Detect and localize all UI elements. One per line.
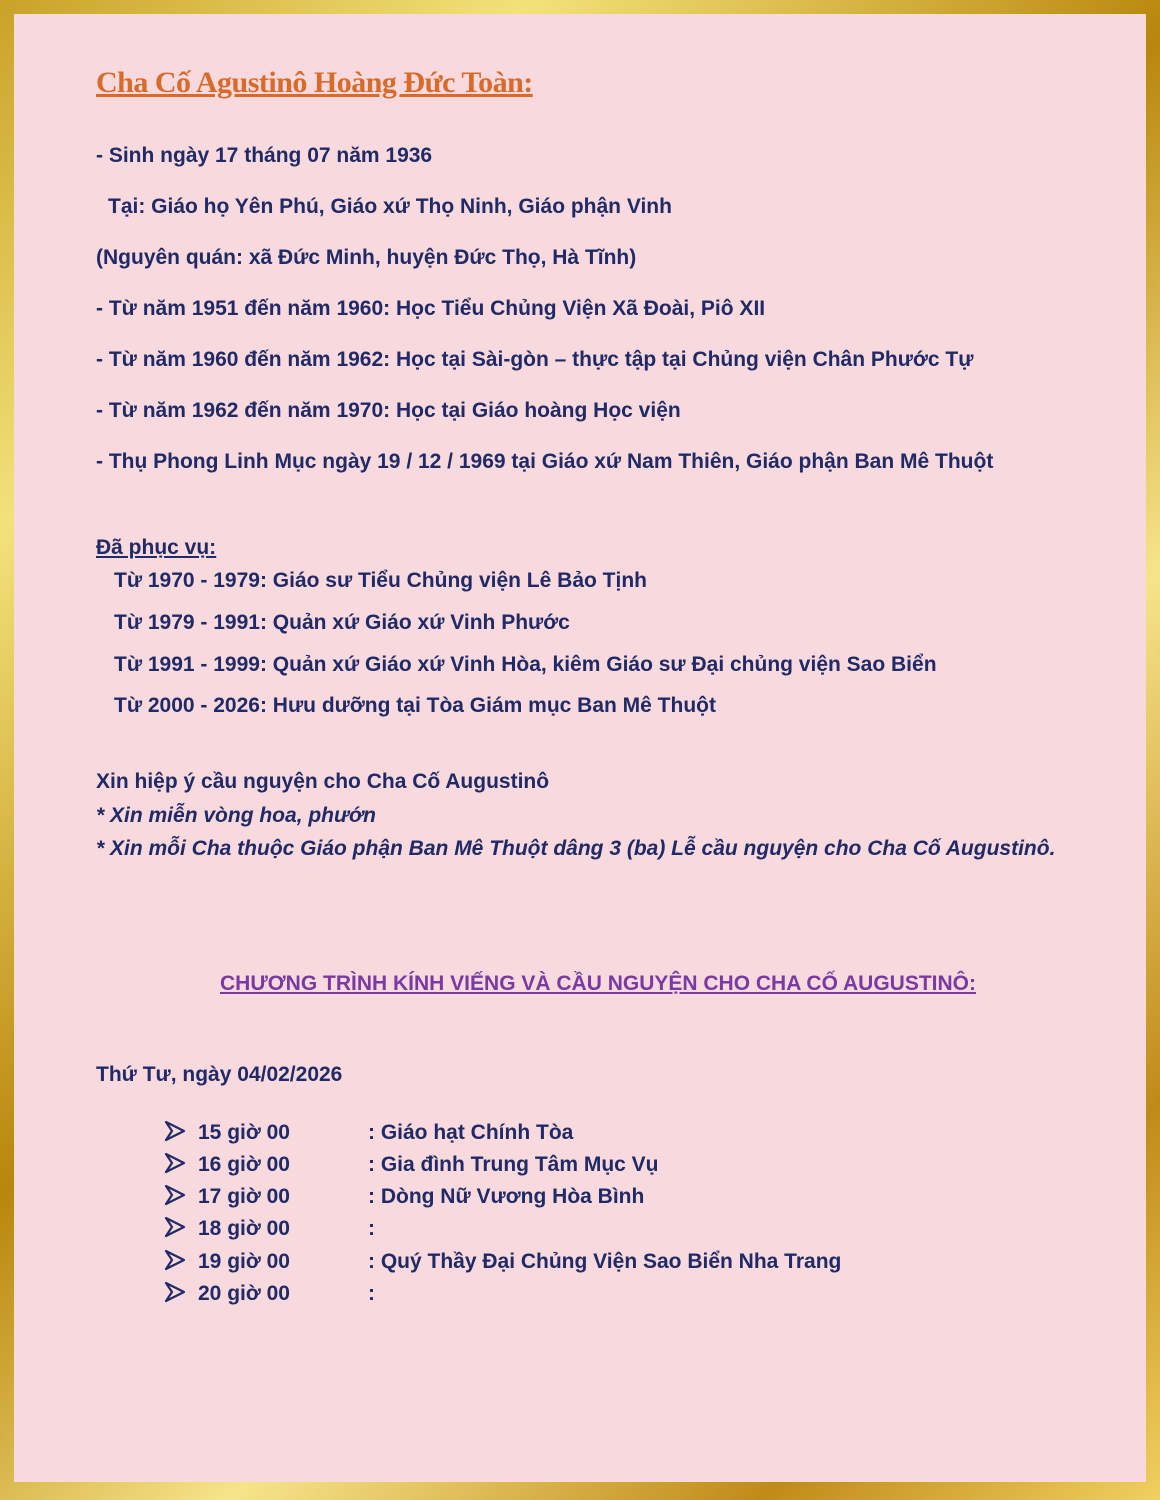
document-page: [14, 14, 1146, 1482]
served-item: Từ 1970 - 1979: Giáo sư Tiểu Chủng viện Lê Bảo Tịnh: [114, 569, 647, 592]
schedule-item: [164, 1216, 375, 1241]
schedule-item: [164, 1281, 375, 1306]
served-item: Từ 2000 - 2026: Hưu dưỡng tại Tòa Giám mục Ban Mê Thuột: [114, 694, 716, 717]
schedule-item: [164, 1152, 659, 1177]
served-heading: Đã phục vụ:: [96, 536, 217, 559]
schedule-item: [164, 1249, 841, 1274]
schedule-desc: : Giáo hạt Chính Tòa: [368, 1121, 574, 1144]
arrow-bullet-icon: [164, 1281, 198, 1306]
bio-line-place: Tại: Giáo họ Yên Phú, Giáo xứ Thọ Ninh, Giáo phận Vinh: [108, 195, 672, 218]
bio-line-saigon: - Từ năm 1960 đến năm 1962: Học tại Sài-gòn – thực tập tại Chủng viện Chân Phước Tự: [96, 348, 974, 371]
schedule-item: [164, 1120, 573, 1145]
prayer-request: Xin hiệp ý cầu nguyện cho Cha Cố Augustinô: [96, 770, 550, 793]
program-title: CHƯƠNG TRÌNH KÍNH VIẾNG VÀ CẦU NGUYỆN CHO CHA CỐ AUGUSTINÔ:: [220, 972, 976, 995]
page-title: Cha Cố Agustinô Hoàng Đức Toàn:: [96, 66, 533, 99]
arrow-bullet-icon: [164, 1152, 198, 1177]
schedule-desc: : Dòng Nữ Vương Hòa Bình: [368, 1185, 645, 1208]
note-no-wreaths: * Xin miễn vòng hoa, phướn: [96, 804, 376, 827]
served-item: Từ 1979 - 1991: Quản xứ Giáo xứ Vinh Phước: [114, 611, 570, 634]
schedule-time: 15 giờ 00: [198, 1121, 290, 1144]
bio-line-minor-seminary: - Từ năm 1951 đến năm 1960: Học Tiểu Chủng Viện Xã Đoài, Piô XII: [96, 297, 766, 320]
schedule-time: 18 giờ 00: [198, 1217, 290, 1240]
schedule-desc: :: [368, 1282, 375, 1305]
bio-line-birth: - Sinh ngày 17 tháng 07 năm 1936: [96, 144, 433, 167]
schedule-time: 20 giờ 00: [198, 1282, 290, 1305]
served-item: Từ 1991 - 1999: Quản xứ Giáo xứ Vinh Hòa, kiêm Giáo sư Đại chủng viện Sao Biển: [114, 653, 937, 676]
schedule-day: Thứ Tư, ngày 04/02/2026: [96, 1063, 343, 1086]
arrow-bullet-icon: [164, 1120, 198, 1145]
arrow-bullet-icon: [164, 1249, 198, 1274]
schedule-desc: : Quý Thầy Đại Chủng Viện Sao Biển Nha Trang: [368, 1250, 842, 1273]
schedule-item: [164, 1184, 644, 1209]
bio-line-origin: (Nguyên quán: xã Đức Minh, huyện Đức Thọ, Hà Tĩnh): [96, 246, 637, 269]
schedule-time: 16 giờ 00: [198, 1153, 290, 1176]
arrow-bullet-icon: [164, 1216, 198, 1241]
schedule-desc: :: [368, 1217, 375, 1240]
arrow-bullet-icon: [164, 1184, 198, 1209]
schedule-time: 17 giờ 00: [198, 1185, 290, 1208]
schedule-time: 19 giờ 00: [198, 1250, 290, 1273]
schedule-desc: : Gia đình Trung Tâm Mục Vụ: [368, 1153, 659, 1176]
bio-line-ordination: - Thụ Phong Linh Mục ngày 19 / 12 / 1969 tại Giáo xứ Nam Thiên, Giáo phận Ban Mê Thuột: [96, 450, 994, 473]
bio-line-pontifical: - Từ năm 1962 đến năm 1970: Học tại Giáo hoàng Học viện: [96, 399, 681, 422]
note-masses: * Xin mỗi Cha thuộc Giáo phận Ban Mê Thuột dâng 3 (ba) Lễ cầu nguyện cho Cha Cố Augustinô.: [96, 837, 1056, 860]
